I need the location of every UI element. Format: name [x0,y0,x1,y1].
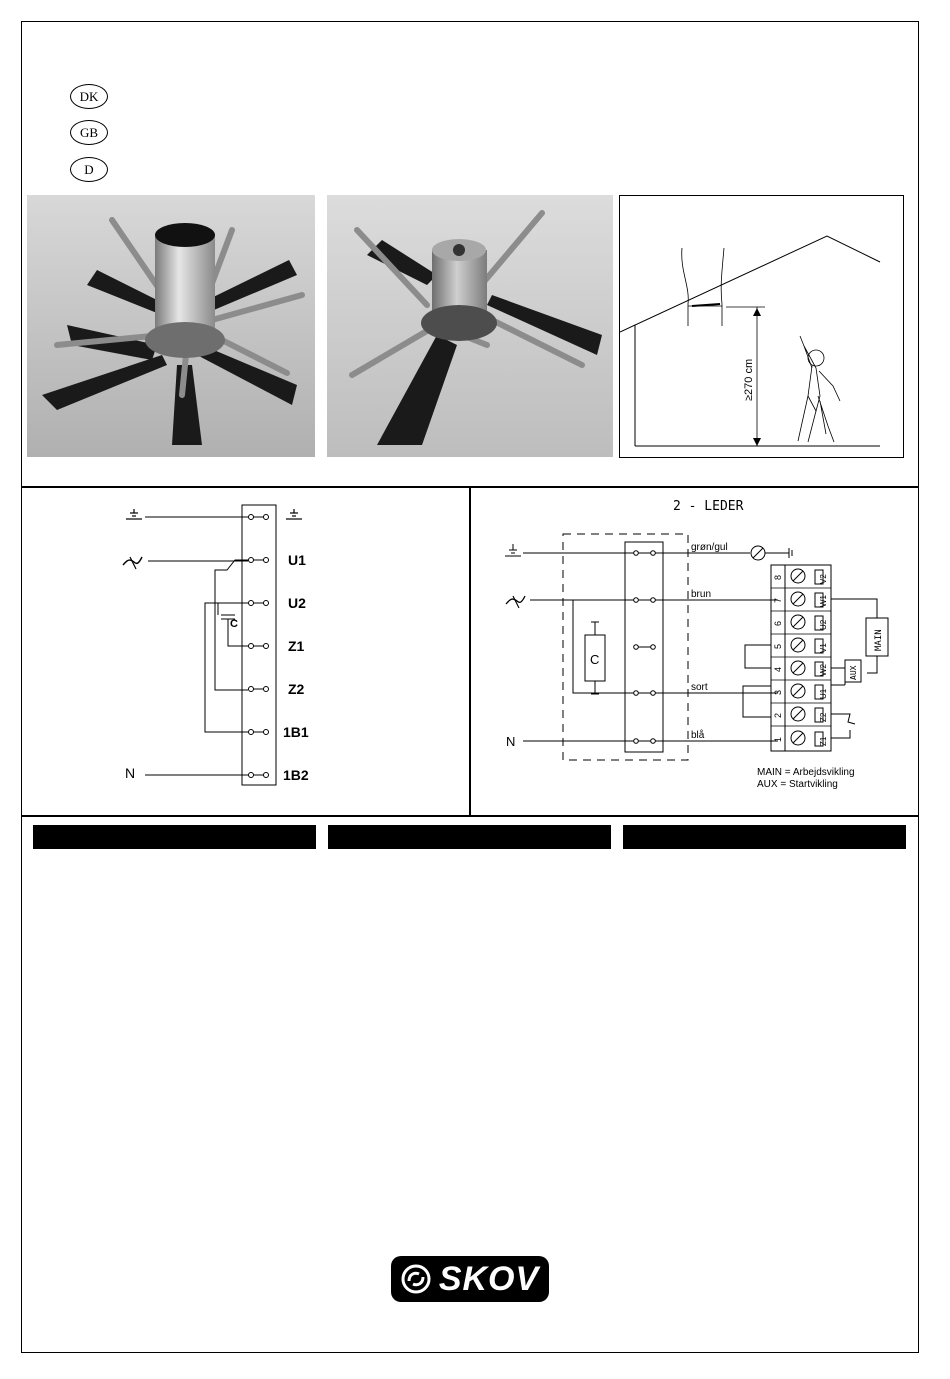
terminal-number-6: 6 [773,620,783,626]
wire-label-black: sort [691,682,708,693]
terminal-code-u2: U2 [819,619,828,630]
skov-logo [391,1256,549,1302]
skov-logo-text: SKOV [438,1259,540,1298]
terminal-number-5: 5 [773,643,783,649]
wire-label-blue: blå [691,730,705,741]
terminal-code-w1: W1 [819,595,828,607]
wire-label-brown: brun [691,589,712,600]
left-capacitor-label: C [230,618,238,630]
wire-label-green-yellow: grøn/gul [691,542,728,553]
aux-winding-label: AUX [849,665,858,680]
terminal-code-w2: W2 [819,664,828,676]
terminal-label-z1: Z1 [288,638,305,654]
terminal-number-7: 7 [773,597,783,603]
terminal-label-z2: Z2 [288,681,305,697]
lang-badge-gb: GB [70,120,108,145]
skov-logo-icon [401,1264,431,1294]
column-header-dk [33,825,316,849]
terminal-number-4: 4 [773,666,783,672]
terminal-code-v1: V1 [819,643,828,653]
wiring-diagram-2-leder [495,492,895,802]
installation-diagram [619,195,904,458]
two-leder-title: 2 - LEDER [673,499,744,514]
terminal-code-z1: Z1 [819,736,828,746]
terminal-label-u1: U1 [288,552,306,568]
right-capacitor-label: C [590,652,600,667]
terminal-number-1: 1 [773,736,783,742]
divider-bottom [21,815,919,817]
legend-main: MAIN = Arbejdsvikling [757,767,855,778]
divider-middle [469,486,471,816]
terminal-number-8: 8 [773,574,783,580]
legend-aux: AUX = Startvikling [757,779,838,790]
installation-height-label: ≥270 cm [743,358,755,401]
wiring-diagram-terminal [100,495,340,800]
terminal-code-u1: U1 [819,688,828,699]
column-header-gb [328,825,611,849]
fan-photo-angle-view [327,195,613,457]
terminal-label-u2: U2 [288,595,306,611]
lang-badge-d: D [70,157,108,182]
lang-badge-dk: DK [70,84,108,109]
main-winding-label: MAIN [874,629,884,651]
terminal-code-v2: V2 [819,574,828,584]
right-neutral-label: N [506,734,516,749]
fan-photo-top-view [27,195,315,457]
column-header-d [623,825,906,849]
terminal-number-2: 2 [773,712,783,718]
terminal-label-1b2: 1B2 [283,767,309,783]
left-neutral-label: N [125,765,136,781]
terminal-label-1b1: 1B1 [283,724,309,740]
terminal-code-z2: Z2 [819,712,828,722]
terminal-number-3: 3 [773,689,783,695]
